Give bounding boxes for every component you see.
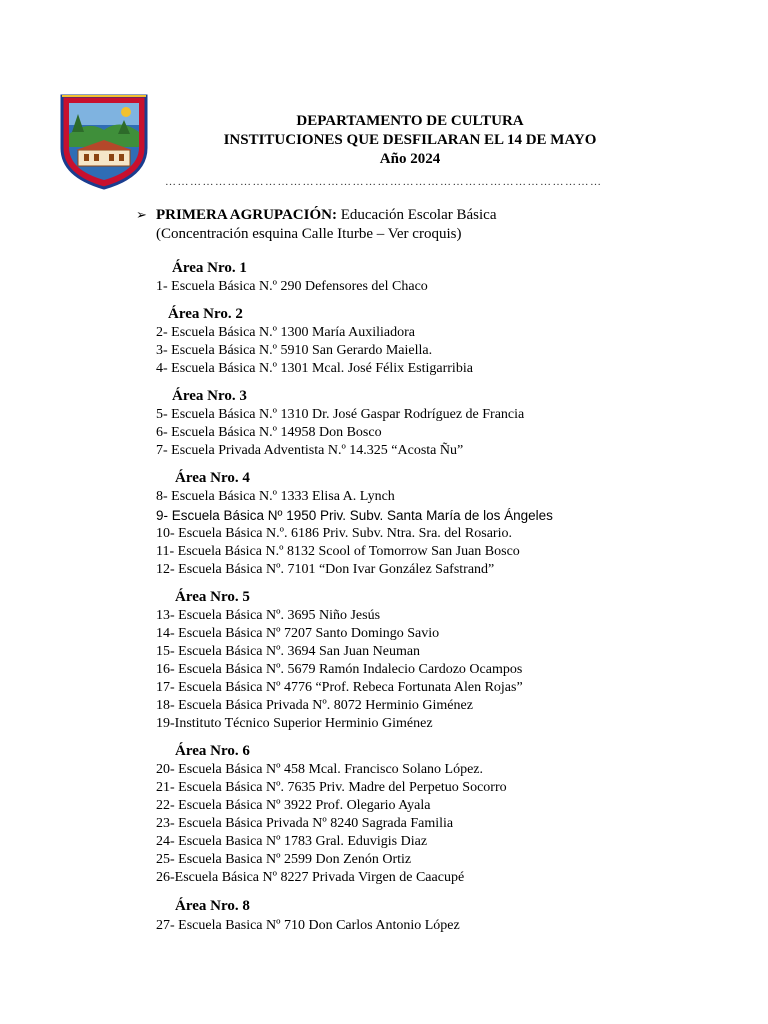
section-heading	[136, 205, 496, 244]
list-item: 13- Escuela Básica Nº. 3695 Niño Jesús	[156, 608, 381, 623]
list-item: 23- Escuela Básica Privada Nº 8240 Sagrada Familia	[156, 816, 454, 831]
document-title: INSTITUCIONES QUE DESFILARAN EL 14 DE MAYO	[223, 132, 597, 148]
list-item: 5- Escuela Básica N.º 1310 Dr. José Gaspar Rodríguez de Francia	[156, 407, 525, 422]
dotted-divider: ……………………………………………………………………………………………	[165, 176, 603, 188]
list-item: 7- Escuela Privada Adventista N.º 14.325 “Acosta Ñu”	[156, 443, 464, 458]
area-heading: Área Nro. 3	[172, 388, 247, 404]
area-heading: Área Nro. 2	[168, 306, 243, 322]
list-item: 14- Escuela Básica Nº 7207 Santo Domingo Savio	[156, 626, 440, 641]
list-item: 15- Escuela Básica Nº. 3694 San Juan Neuman	[156, 644, 421, 659]
list-item: 19-Instituto Técnico Superior Herminio Giménez	[156, 716, 433, 731]
list-item: 9- Escuela Básica Nº 1950 Priv. Subv. Santa María de los Ángeles	[156, 508, 553, 523]
document-header	[160, 112, 660, 169]
area-heading: Área Nro. 1	[172, 260, 247, 276]
section-note: (Concentración esquina Calle Iturbe – Ver croquis)	[156, 226, 462, 242]
list-item: 6- Escuela Básica N.º 14958 Don Bosco	[156, 425, 382, 440]
list-item: 22- Escuela Básica Nº 3922 Prof. Olegario Ayala	[156, 798, 431, 813]
area-heading: Área Nro. 6	[175, 743, 250, 759]
area-heading: Área Nro. 5	[175, 589, 250, 605]
list-item: 1- Escuela Básica N.º 290 Defensores del Chaco	[156, 279, 428, 294]
list-item: 10- Escuela Básica N.º. 6186 Priv. Subv. Ntra. Sra. del Rosario.	[156, 526, 512, 541]
section-label: PRIMERA AGRUPACIÓN:	[156, 207, 337, 223]
list-item: 24- Escuela Basica Nº 1783 Gral. Eduvigis Diaz	[156, 834, 428, 849]
list-item: 4- Escuela Básica N.º 1301 Mcal. José Félix Estigarribia	[156, 361, 473, 376]
area-heading: Área Nro. 8	[175, 898, 250, 914]
list-item: 16- Escuela Básica Nº. 5679 Ramón Indalecio Cardozo Ocampos	[156, 662, 523, 677]
list-item: 20- Escuela Básica Nº 458 Mcal. Francisco Solano López.	[156, 762, 484, 777]
list-item: 25- Escuela Basica Nº 2599 Don Zenón Ortiz	[156, 852, 412, 867]
section-value: Educación Escolar Básica	[336, 207, 497, 223]
document-year: Año 2024	[379, 151, 441, 167]
list-item: 2- Escuela Básica N.º 1300 María Auxiliadora	[156, 325, 415, 340]
municipal-emblem	[58, 90, 150, 190]
list-item: 26-Escuela Básica Nº 8227 Privada Virgen de Caacupé	[156, 870, 465, 885]
list-item: 3- Escuela Básica N.º 5910 San Gerardo Maiella.	[156, 343, 433, 358]
list-item: 8- Escuela Básica N.º 1333 Elisa A. Lynch	[156, 489, 395, 504]
list-item: 12- Escuela Básica Nº. 7101 “Don Ivar González Safstrand”	[156, 562, 495, 577]
list-item: 11- Escuela Básica N.º 8132 Scool of Tomorrow San Juan Bosco	[156, 544, 520, 559]
list-item: 27- Escuela Basica Nº 710 Don Carlos Antonio López	[156, 918, 460, 933]
list-item: 21- Escuela Básica Nº. 7635 Priv. Madre del Perpetuo Socorro	[156, 780, 507, 795]
arrow-bullet-icon: ➢	[136, 207, 147, 222]
list-item: 17- Escuela Básica Nº 4776 “Prof. Rebeca Fortunata Alen Rojas”	[156, 680, 523, 695]
list-item: 18- Escuela Básica Privada Nº. 8072 Herminio Giménez	[156, 698, 473, 713]
area-heading: Área Nro. 4	[175, 470, 250, 486]
department-title: DEPARTAMENTO DE CULTURA	[296, 113, 524, 129]
